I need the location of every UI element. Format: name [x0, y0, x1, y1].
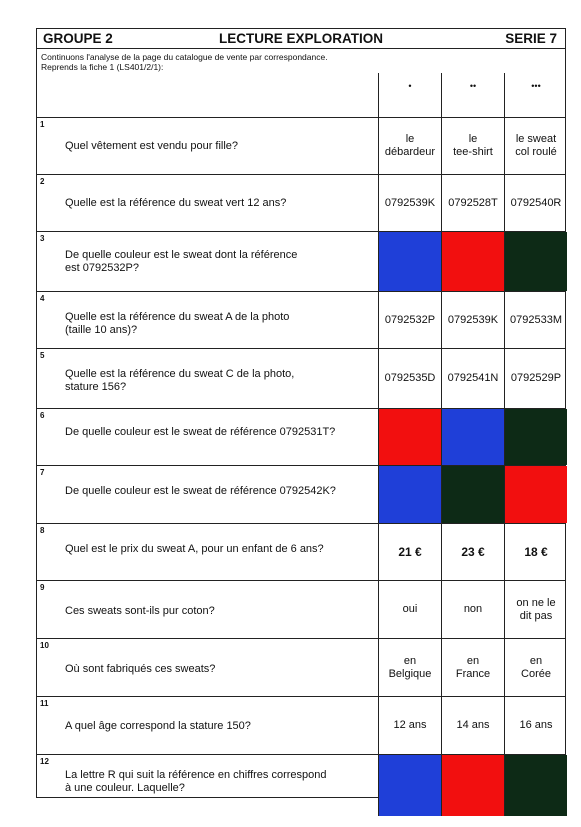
question-number: 12 — [40, 757, 49, 766]
question-number: 7 — [40, 468, 45, 477]
answer-option[interactable]: en Belgique — [378, 639, 441, 696]
question-row — [37, 291, 565, 348]
question-text: Ces sweats sont-ils pur coton? — [65, 605, 215, 617]
question-row — [37, 117, 565, 174]
question-number: 3 — [40, 234, 45, 243]
question-text: De quelle couleur est le sweat de référence 0792542K? — [65, 485, 336, 497]
worksheet — [36, 28, 566, 798]
question-number: 5 — [40, 351, 45, 360]
answer-option[interactable]: 0792539K — [441, 292, 504, 348]
question-row — [37, 754, 565, 816]
difficulty-levels — [378, 73, 565, 117]
question-number: 11 — [40, 699, 49, 708]
question-text: Quelle est la référence du sweat C de la photo, stature 156? — [65, 368, 295, 393]
color-swatch-answer[interactable] — [378, 232, 441, 291]
answer-option[interactable]: le tee-shirt — [441, 118, 504, 174]
answer-option[interactable]: en Corée — [504, 639, 567, 696]
question-number: 6 — [40, 411, 45, 420]
question-row — [37, 348, 565, 408]
answer-option[interactable]: 14 ans — [441, 697, 504, 754]
answer-option[interactable]: le débardeur — [378, 118, 441, 174]
answer-option[interactable]: 0792533M — [504, 292, 567, 348]
question-text: De quelle couleur est le sweat de référence 0792531T? — [65, 426, 336, 438]
color-swatch-answer[interactable] — [378, 755, 441, 816]
answer-option[interactable]: 0792535D — [378, 349, 441, 408]
level-1-dots: • — [378, 73, 441, 117]
answer-option[interactable]: 0792532P — [378, 292, 441, 348]
question-row — [37, 465, 565, 523]
answer-option[interactable]: non — [441, 581, 504, 638]
question-number: 1 — [40, 120, 45, 129]
question-row — [37, 408, 565, 465]
answer-option[interactable]: 0792529P — [504, 349, 567, 408]
color-swatch-answer[interactable] — [441, 466, 504, 523]
question-text: De quelle couleur est le sweat dont la référence est 0792532P? — [65, 249, 298, 274]
answer-option[interactable]: le sweat col roulé — [504, 118, 567, 174]
question-number: 10 — [40, 641, 49, 650]
worksheet-header — [37, 29, 565, 49]
question-text: Quel vêtement est vendu pour fille? — [65, 140, 239, 152]
instruction-line: Continuons l'analyse de la page du catalogue de vente par correspondance. — [41, 52, 328, 62]
answer-option[interactable]: 0792541N — [441, 349, 504, 408]
color-swatch-answer[interactable] — [504, 755, 567, 816]
answer-option[interactable]: 23 € — [441, 524, 504, 580]
color-swatch-answer[interactable] — [378, 466, 441, 523]
color-swatch-answer[interactable] — [504, 466, 567, 523]
question-number: 9 — [40, 583, 45, 592]
answer-option[interactable]: 0792528T — [441, 175, 504, 231]
question-row — [37, 174, 565, 231]
question-row — [37, 580, 565, 638]
answer-option[interactable]: 12 ans — [378, 697, 441, 754]
color-swatch-answer[interactable] — [504, 409, 567, 465]
question-text: Où sont fabriqués ces sweats? — [65, 663, 216, 675]
answer-option[interactable]: 0792540R — [504, 175, 567, 231]
answer-option[interactable]: 0792539K — [378, 175, 441, 231]
answer-option[interactable]: 21 € — [378, 524, 441, 580]
answer-option[interactable]: en France — [441, 639, 504, 696]
question-text: Quelle est la référence du sweat vert 12 ans? — [65, 197, 287, 209]
color-swatch-answer[interactable] — [441, 409, 504, 465]
question-text: Quel est le prix du sweat A, pour un enfant de 6 ans? — [65, 543, 324, 555]
answer-option[interactable]: 16 ans — [504, 697, 567, 754]
level-3-dots: ••• — [504, 73, 567, 117]
worksheet-title: LECTURE EXPLORATION — [218, 31, 383, 46]
question-row — [37, 696, 565, 754]
question-number: 4 — [40, 294, 45, 303]
question-row — [37, 231, 565, 291]
color-swatch-answer[interactable] — [441, 755, 504, 816]
instructions — [41, 52, 328, 72]
series-label: SERIE 7 — [505, 31, 557, 46]
question-row — [37, 638, 565, 696]
color-swatch-answer[interactable] — [441, 232, 504, 291]
answer-option[interactable]: 18 € — [504, 524, 567, 580]
instruction-line: Reprends la fiche 1 (LS401/2/1): — [41, 62, 164, 72]
question-text: A quel âge correspond la stature 150? — [65, 720, 251, 732]
color-swatch-answer[interactable] — [504, 232, 567, 291]
color-swatch-answer[interactable] — [378, 409, 441, 465]
level-2-dots: •• — [441, 73, 504, 117]
question-number: 8 — [40, 526, 45, 535]
group-label: GROUPE 2 — [43, 31, 113, 46]
question-text: Quelle est la référence du sweat A de la photo (taille 10 ans)? — [65, 311, 290, 336]
question-number: 2 — [40, 177, 45, 186]
question-text: La lettre R qui suit la référence en chiffres correspond à une couleur. Laquelle? — [65, 769, 327, 794]
answer-option[interactable]: on ne le dit pas — [504, 581, 567, 638]
question-row — [37, 523, 565, 580]
answer-option[interactable]: oui — [378, 581, 441, 638]
